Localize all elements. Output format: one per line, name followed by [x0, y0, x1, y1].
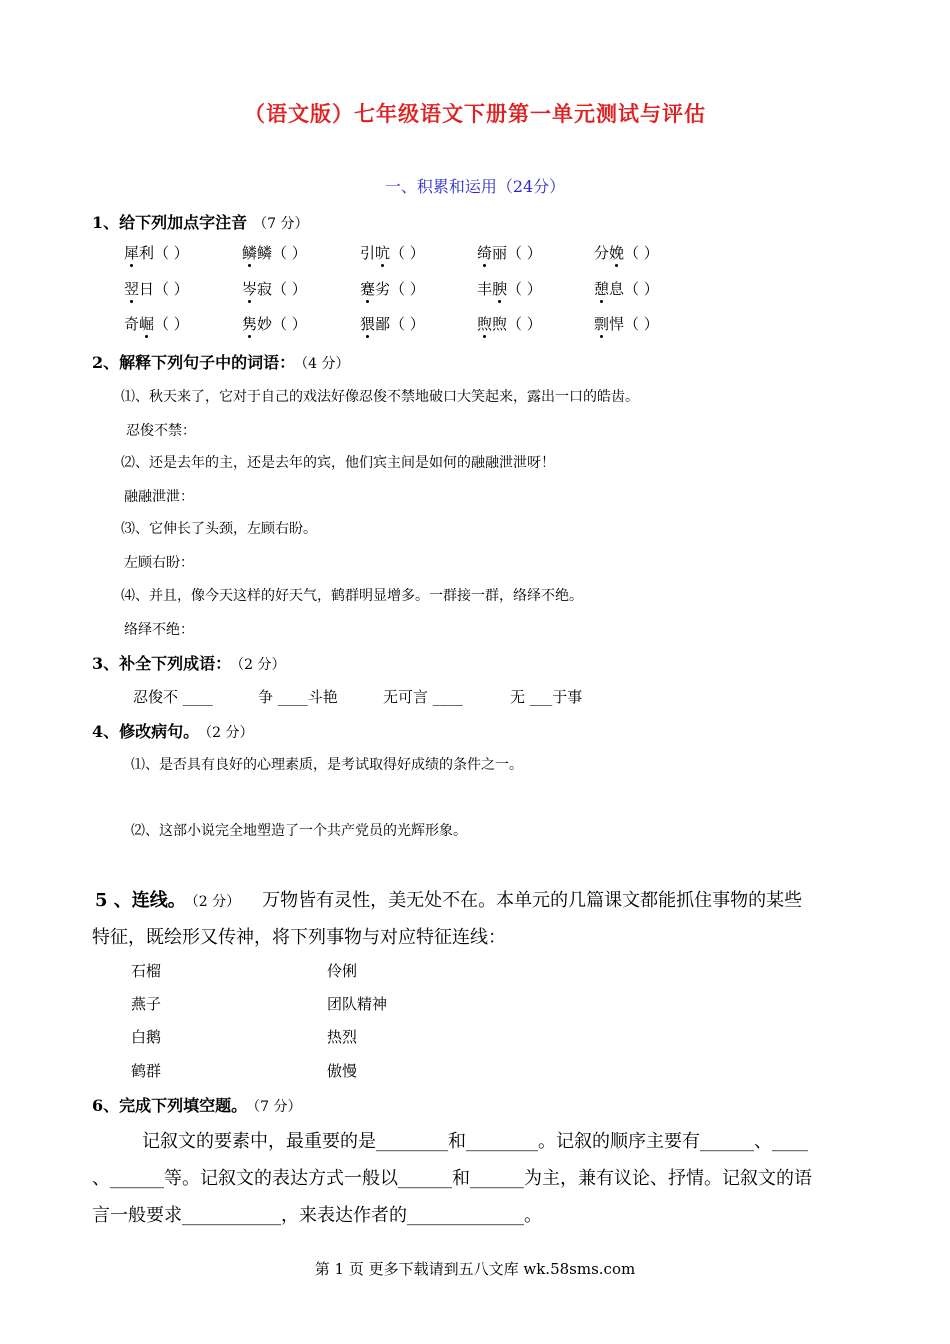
- q4-sentence-1: ⑴、是否具有良好的心理素质，是考试取得好成绩的条件之一。: [131, 757, 523, 773]
- q2-sentence-4: ⑷、并且，像今天这样的好天气，鹤群明显增多。一群接一群，络绎不绝。: [121, 588, 583, 604]
- question-6-points: （7 分）: [253, 1099, 302, 1115]
- question-6-label: 6、完成下列填空题。: [92, 1096, 248, 1115]
- question-5-points: （2 分）: [191, 894, 241, 910]
- q2-term-2: 融融泄泄：: [124, 489, 194, 505]
- pinyin-item: [477, 278, 542, 299]
- dotted-character: 吭: [375, 244, 391, 262]
- pinyin-item: [594, 278, 659, 299]
- match-left-3: 白鹅: [131, 1028, 162, 1046]
- pinyin-item-text: （ ）: [624, 244, 659, 262]
- question-5-label: 5 、连线。: [95, 890, 186, 911]
- pinyin-item-text: 劣（ ）: [375, 280, 425, 298]
- question-1-heading: [92, 210, 309, 233]
- match-left-4: 鹤群: [131, 1062, 162, 1080]
- pinyin-item: [594, 313, 659, 334]
- q2-term-4: 络绎不绝：: [124, 622, 194, 638]
- pinyin-item-text: （ ）: [154, 315, 189, 333]
- dotted-character: 鳞: [242, 244, 258, 262]
- q2-sentence-3: ⑶、它伸长了头颈，左顾右盼。: [121, 521, 317, 537]
- idiom-blank-1: 忍俊不 ____: [133, 688, 213, 706]
- pinyin-item-text: 寂（ ）: [257, 280, 307, 298]
- pinyin-item: [124, 313, 189, 334]
- dotted-character: 绮: [477, 244, 493, 262]
- question-1-points: （7 分）: [253, 216, 309, 232]
- pinyin-item-text: （ ）: [390, 244, 425, 262]
- dotted-character: 剽: [594, 315, 610, 333]
- dotted-character: 腴: [492, 280, 508, 298]
- pinyin-item-text: 鳞（ ）: [257, 244, 307, 262]
- pinyin-item: [594, 242, 659, 263]
- q2-sentence-1: ⑴、秋天来了，它对于自己的戏法好像忍俊不禁地破口大笑起来，露出一口的皓齿。: [121, 389, 639, 405]
- question-6-heading: [92, 1093, 302, 1116]
- pinyin-item-text: 丰: [477, 280, 493, 298]
- pinyin-item: [477, 242, 542, 263]
- idiom-blank-3: 无可言 ____: [383, 688, 463, 706]
- pinyin-item: [124, 242, 189, 263]
- q2-sentence-2: ⑵、还是去年的主，还是去年的宾，他们宾主间是如何的融融泄泄呀！: [121, 455, 555, 471]
- q4-sentence-2: ⑵、这部小说完全地塑造了一个共产党员的光辉形象。: [131, 823, 467, 839]
- dotted-character: 隽: [242, 315, 258, 333]
- pinyin-item: [124, 278, 189, 299]
- pinyin-item: [242, 242, 307, 263]
- question-5-heading: [95, 886, 802, 912]
- dotted-character: 翌: [124, 280, 140, 298]
- section-heading: 一、积累和运用（24分）: [384, 177, 566, 196]
- q6-line-1: 记叙文的要素中，最重要的是________和________。记叙的顺序主要有______、____: [142, 1131, 808, 1152]
- dotted-character: 崛: [139, 315, 155, 333]
- question-4-points: （2 分）: [205, 725, 254, 741]
- pinyin-item: [360, 313, 425, 334]
- pinyin-item: [360, 242, 425, 263]
- pinyin-item-text: 息（ ）: [609, 280, 659, 298]
- question-1-label: 1、给下列加点字注音: [92, 213, 248, 232]
- question-4-label: 4、修改病句。: [92, 722, 200, 741]
- match-left-1: 石榴: [131, 962, 162, 980]
- page-footer: 第 1 页 更多下载请到五八文库 wk.58sms.com: [314, 1260, 636, 1278]
- question-3-heading: [92, 651, 286, 674]
- dotted-character: 猥: [360, 315, 376, 333]
- dotted-character: 娩: [609, 244, 625, 262]
- pinyin-item: [242, 313, 307, 334]
- pinyin-item-text: 利（ ）: [139, 244, 189, 262]
- document-title: （语文版）七年级语文下册第一单元测试与评估: [244, 101, 706, 126]
- dotted-character: 憩: [594, 280, 610, 298]
- question-5-text-line-1: 万物皆有灵性，美无处不在。本单元的几篇课文都能抓住事物的某些: [262, 890, 803, 911]
- q6-line-2: 、______等。记叙文的表达方式一般以______和______为主，兼有议论、抒情。记叙文的语: [92, 1168, 812, 1189]
- q2-term-3: 左顾右盼：: [124, 555, 194, 571]
- q2-term-1: 忍俊不禁：: [126, 423, 196, 439]
- match-left-2: 燕子: [131, 995, 162, 1013]
- dotted-character: 犀: [124, 244, 140, 262]
- pinyin-item: [477, 313, 542, 334]
- question-3-points: （2 分）: [237, 657, 286, 673]
- pinyin-item-text: 分: [594, 244, 610, 262]
- match-right-3: 热烈: [327, 1028, 358, 1046]
- match-right-1: 伶俐: [327, 962, 358, 980]
- dotted-character: 岑: [242, 280, 258, 298]
- question-4-heading: [92, 719, 254, 742]
- idiom-blank-4: 无 ___于事: [510, 688, 583, 706]
- pinyin-item-text: 日（ ）: [139, 280, 189, 298]
- pinyin-item-text: 妙（ ）: [257, 315, 307, 333]
- pinyin-item: [242, 278, 307, 299]
- question-2-points: （4 分）: [301, 356, 350, 372]
- pinyin-item-text: 奇: [124, 315, 140, 333]
- idiom-blank-2: 争 ____斗艳: [258, 688, 338, 706]
- pinyin-item-text: 引: [360, 244, 376, 262]
- dotted-character: 蹇: [360, 280, 376, 298]
- match-right-4: 傲慢: [327, 1062, 358, 1080]
- q6-line-3: 言一般要求___________，来表达作者的_____________。: [92, 1205, 542, 1226]
- dotted-character: 煦: [477, 315, 493, 333]
- pinyin-item-text: 鄙（ ）: [375, 315, 425, 333]
- question-2-label: 2、解释下列句子中的词语：: [92, 353, 296, 372]
- pinyin-item-text: 丽（ ）: [492, 244, 542, 262]
- pinyin-item-text: 悍（ ）: [609, 315, 659, 333]
- pinyin-item-text: 煦（ ）: [492, 315, 542, 333]
- match-right-2: 团队精神: [327, 995, 388, 1013]
- pinyin-item-text: （ ）: [507, 280, 542, 298]
- question-2-heading: [92, 350, 350, 373]
- pinyin-item: [360, 278, 425, 299]
- question-5-text-line-2: 特征，既绘形又传神，将下列事物与对应特征连线：: [92, 927, 506, 948]
- question-3-label: 3、补全下列成语：: [92, 654, 232, 673]
